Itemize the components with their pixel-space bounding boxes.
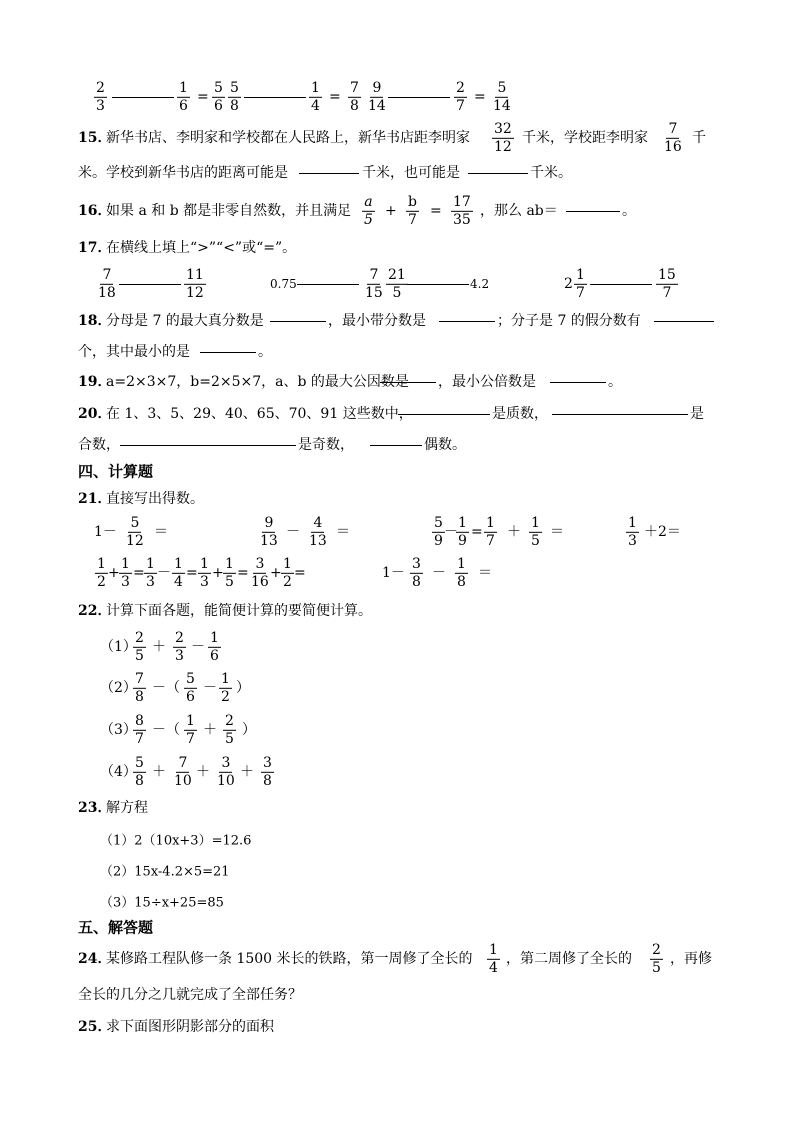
part-label: （4） <box>100 764 137 780</box>
fraction: $\frac{1}{7}$ <box>486 514 495 549</box>
fraction: $\frac{1}{3}$ <box>121 555 130 590</box>
fraction: $\frac{1}{6}$ <box>179 79 188 114</box>
part-label: （1） <box>100 639 137 655</box>
equation-text: （3）15÷x+25=85 <box>100 895 224 911</box>
equals-sign: = <box>471 524 483 540</box>
answer-blank[interactable] <box>119 277 181 291</box>
equals-sign: = <box>430 203 442 219</box>
plus-sign: + <box>385 203 397 219</box>
answer-blank[interactable] <box>654 314 714 328</box>
fraction: $\frac{4}{13}$ <box>309 514 327 549</box>
expression-text: 1－ <box>382 565 405 581</box>
fraction: $\frac{7}{18}$ <box>98 266 116 301</box>
operator: = <box>237 565 249 581</box>
part-label: （2） <box>100 680 137 696</box>
decimal-value: 4.2 <box>470 277 490 291</box>
question-text: 在横线上填上“>”“<”或“=”。 <box>106 240 297 256</box>
question-number: 22． <box>78 603 112 619</box>
answer-blank[interactable] <box>120 438 296 452</box>
fraction: $\frac{b}{7}$ <box>408 193 417 228</box>
operator: ＋ <box>240 764 254 780</box>
question-text: 计算下面各题，能简便计算的要简便计算。 <box>106 603 372 619</box>
operator: ） <box>236 680 250 696</box>
section-heading: 四、计算题 <box>78 462 154 481</box>
fraction: $\frac{3}{10}$ <box>217 754 235 789</box>
answer-blank[interactable] <box>388 90 450 104</box>
answer-blank[interactable] <box>270 314 326 328</box>
equals-sign: ＝ <box>478 565 492 581</box>
answer-blank[interactable] <box>550 375 606 389</box>
question-number: 19． <box>78 374 112 390</box>
answer-blank[interactable] <box>370 438 422 452</box>
fraction: $\frac{8}{7}$ <box>135 712 144 747</box>
fraction: $\frac{1}{7}$ <box>186 712 195 747</box>
operator: － <box>203 680 217 696</box>
question-text: 合数， <box>78 437 120 453</box>
question-text: ，最小公倍数是 <box>438 374 536 390</box>
operator: + <box>108 565 120 581</box>
answer-blank[interactable] <box>380 375 436 389</box>
question-number: 17． <box>78 240 112 256</box>
fraction: $\frac{1}{5}$ <box>531 514 540 549</box>
question-text: 如果 a 和 b 都是非零自然数，并且满足 <box>106 203 352 219</box>
question-text: ，第二周修了全长的 <box>506 951 632 967</box>
mixed-whole: 2 <box>564 276 573 292</box>
fraction: $\frac{3}{8}$ <box>263 754 272 789</box>
equals-sign: = <box>474 89 486 105</box>
fraction: $\frac{1}{2}$ <box>221 670 230 705</box>
fraction: $\frac{1}{3}$ <box>200 555 209 590</box>
operator: ＋ <box>152 639 166 655</box>
operator: + <box>212 565 224 581</box>
fraction: $\frac{5}{14}$ <box>493 79 511 114</box>
operator: = <box>294 565 306 581</box>
fraction: $\frac{1}{2}$ <box>97 555 106 590</box>
answer-blank[interactable] <box>299 166 359 180</box>
question-text: ，最小带分数是 <box>328 313 426 329</box>
fraction: $\frac{32}{12}$ <box>494 120 512 155</box>
operator: + <box>270 565 282 581</box>
question-text: 解方程 <box>106 800 148 816</box>
question-text: a=2×3×7，b=2×5×7，a、b 的最大公因数是 <box>106 374 409 390</box>
fraction: $\frac{1}{8}$ <box>457 555 466 590</box>
answer-blank[interactable] <box>566 204 620 218</box>
question-text: 是奇数， <box>298 437 354 453</box>
part-label: （3） <box>100 722 137 738</box>
section-heading: 五、解答题 <box>78 918 154 937</box>
answer-blank[interactable] <box>590 277 652 291</box>
question-text: 千 <box>692 130 706 146</box>
question-text: 新华书店、李明家和学校都在人民路上，新华书店距李明家 <box>106 130 470 146</box>
question-number: 18． <box>78 313 112 329</box>
answer-blank[interactable] <box>200 345 256 359</box>
fraction: $\frac{1}{6}$ <box>210 629 219 664</box>
fraction: $\frac{7}{8}$ <box>135 670 144 705</box>
minus-sign: － <box>432 565 446 581</box>
fraction: $\frac{11}{12}$ <box>186 266 204 301</box>
question-number: 24． <box>78 951 112 967</box>
answer-blank[interactable] <box>407 277 469 291</box>
question-number: 20． <box>78 406 112 422</box>
equation-text: （2）15x-4.2×5=21 <box>100 864 230 880</box>
fraction: $\frac{7}{8}$ <box>350 79 359 114</box>
fraction: $\frac{a}{5}$ <box>364 193 373 228</box>
equals-sign: ＝ <box>154 524 168 540</box>
fraction: $\frac{5}{8}$ <box>135 754 144 789</box>
fraction: $\frac{5}{6}$ <box>186 670 195 705</box>
question-text: 。 <box>608 374 622 390</box>
fraction: $\frac{9}{13}$ <box>260 514 278 549</box>
question-number: 16． <box>78 203 112 219</box>
equals-sign: ＝ <box>550 524 564 540</box>
fraction: $\frac{5}{6}$ <box>214 79 223 114</box>
minus-sign: － <box>444 524 458 540</box>
fraction: $\frac{1}{4}$ <box>311 79 320 114</box>
fraction: $\frac{1}{4}$ <box>489 941 498 976</box>
operator: －（ <box>152 722 180 738</box>
operator: ＋ <box>152 764 166 780</box>
fraction: $\frac{7}{15}$ <box>365 266 383 301</box>
answer-blank[interactable] <box>398 407 490 421</box>
equals-sign: = <box>197 89 209 105</box>
question-text: 是 <box>690 406 704 422</box>
question-text: 求下面图形阴影部分的面积 <box>106 1019 274 1035</box>
answer-blank[interactable] <box>112 90 174 104</box>
question-text: 是质数， <box>492 406 548 422</box>
answer-blank[interactable] <box>468 166 528 180</box>
question-number: 15． <box>78 130 112 146</box>
question-number: 23． <box>78 800 112 816</box>
operator: = <box>133 565 145 581</box>
fraction: $\frac{2}{7}$ <box>456 79 465 114</box>
fraction: $\frac{1}{3}$ <box>146 555 155 590</box>
fraction: $\frac{5}{8}$ <box>230 79 239 114</box>
question-text: ，那么 ab＝ <box>480 203 558 219</box>
fraction: $\frac{1}{4}$ <box>174 555 183 590</box>
minus-sign: － <box>286 524 300 540</box>
decimal-value: 0.75 <box>270 277 297 291</box>
fraction: $\frac{2}{5}$ <box>652 941 661 976</box>
fraction: $\frac{1}{2}$ <box>283 555 292 590</box>
equals-sign: = <box>329 89 341 105</box>
operator: ＋ <box>203 722 217 738</box>
operator: ） <box>242 722 256 738</box>
fraction: $\frac{5}{12}$ <box>126 514 144 549</box>
answer-blank[interactable] <box>552 407 688 421</box>
question-text: 在 1、3、5、29、40、65、70、91 这些数中， <box>106 406 413 422</box>
question-text: 偶数。 <box>424 437 466 453</box>
operator: － <box>191 639 205 655</box>
operator: ＋ <box>196 764 210 780</box>
fraction: $\frac{2}{5}$ <box>135 629 144 664</box>
question-text: 千米。 <box>530 165 572 181</box>
fraction: $\frac{1}{7}$ <box>576 266 585 301</box>
fraction: $\frac{15}{7}$ <box>658 266 676 301</box>
fraction: $\frac{1}{9}$ <box>458 514 467 549</box>
answer-blank[interactable] <box>297 277 359 291</box>
plus-sign: ＋ <box>507 524 521 540</box>
fraction: $\frac{21}{5}$ <box>388 266 406 301</box>
question-text: 直接写出得数。 <box>106 491 204 507</box>
fraction: $\frac{9}{14}$ <box>368 79 386 114</box>
answer-blank[interactable] <box>244 90 306 104</box>
question-text: 千米，学校距李明家 <box>522 130 648 146</box>
fraction: $\frac{2}{3}$ <box>96 79 105 114</box>
operator: － <box>157 565 171 581</box>
question-number: 25． <box>78 1019 112 1035</box>
question-text: 。 <box>622 203 636 219</box>
fraction: $\frac{1}{5}$ <box>225 555 234 590</box>
question-text: 某修路工程队修一条 1500 米长的铁路，第一周修了全长的 <box>106 951 473 967</box>
expression-text: ＋2＝ <box>644 524 681 540</box>
operator: = <box>186 565 198 581</box>
expression-text: 1－ <box>94 524 117 540</box>
fraction: $\frac{7}{10}$ <box>174 754 192 789</box>
question-text: ，再修 <box>670 951 712 967</box>
fraction: $\frac{2}{5}$ <box>225 712 234 747</box>
fraction: $\frac{3}{16}$ <box>251 555 269 590</box>
operator: －（ <box>152 680 180 696</box>
question-text: 。 <box>258 344 272 360</box>
equals-sign: ＝ <box>336 524 350 540</box>
question-number: 21． <box>78 491 112 507</box>
equation-text: （1）2（10x+3）=12.6 <box>100 833 252 849</box>
fraction: $\frac{3}{8}$ <box>412 555 421 590</box>
question-text: 分母是 7 的最大真分数是 <box>106 313 264 329</box>
fraction: $\frac{17}{35}$ <box>453 193 471 228</box>
question-text: ；分子是 7 的假分数有 <box>497 313 641 329</box>
fraction: $\frac{1}{3}$ <box>628 514 637 549</box>
answer-blank[interactable] <box>439 314 495 328</box>
fraction: $\frac{7}{16}$ <box>664 120 682 155</box>
question-text: 千米，也可能是 <box>362 165 460 181</box>
fraction: $\frac{2}{3}$ <box>175 629 184 664</box>
question-text: 全长的几分之几就完成了全部任务？ <box>78 987 302 1003</box>
question-text: 个，其中最小的是 <box>78 344 190 360</box>
fraction: $\frac{5}{9}$ <box>434 514 443 549</box>
question-text: 米。学校到新华书店的距离可能是 <box>78 165 288 181</box>
